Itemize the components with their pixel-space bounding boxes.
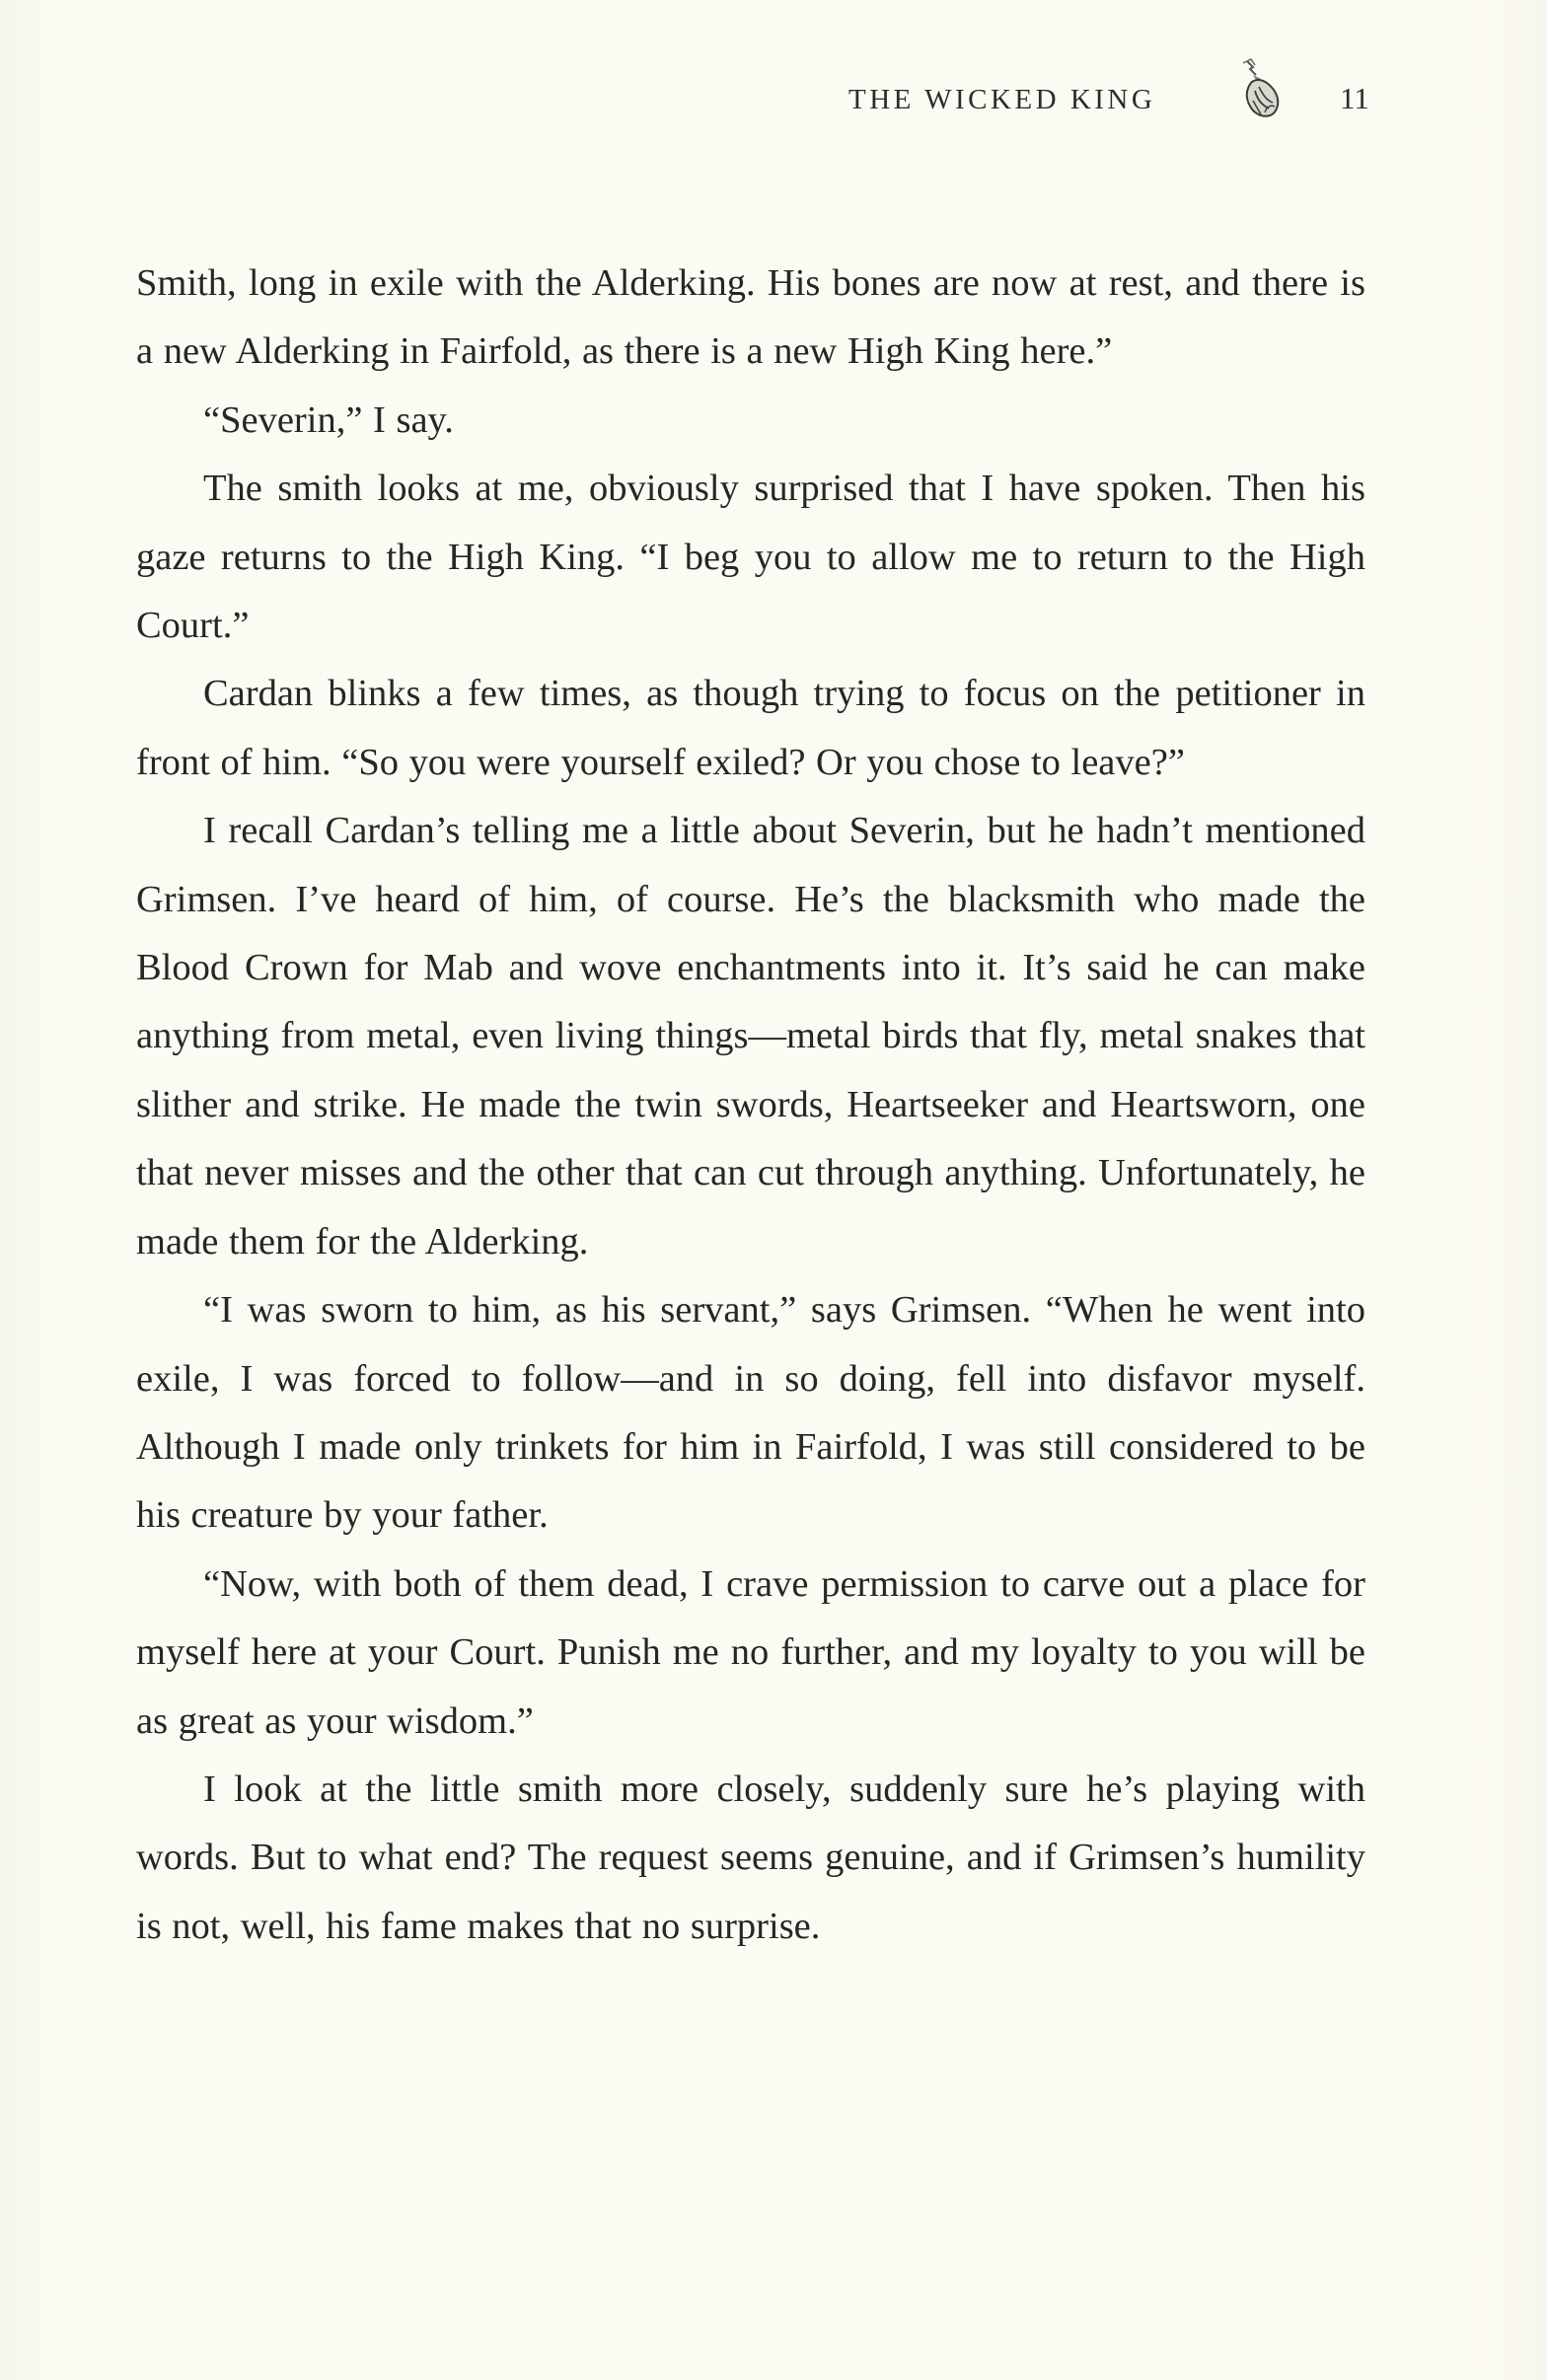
dagger-hand-icon	[1231, 57, 1287, 136]
page-number: 11	[1340, 81, 1369, 115]
body-text	[136, 250, 1365, 1961]
paragraph-1: Smith, long in exile with the Alderking. His bones are now at rest, and there is a new Alderking in Fairfold, as there is a new High King here.”	[136, 262, 1365, 373]
paragraph-7: “Now, with both of them dead, I crave permission to carve out a place for myself here at your Court. Punish me no further, and my loyalty to you will be as great as your wisdom.”	[136, 1562, 1365, 1742]
paragraph-8: I look at the little smith more closely, suddenly sure he’s playing with words. But to what end? The request seems genuine, and if Grimsen’s humility is not, well, his fame makes that no surprise.	[136, 1767, 1365, 1947]
running-head	[848, 75, 1401, 124]
paragraph-6: “I was sworn to him, as his servant,” says Grimsen. “When he went into exile, I was forced to follow—and in so doing, fell into disfavor myself. Although I made only trinkets for him in Fairfold, I was still considered to be his creature by your father.	[136, 1289, 1365, 1537]
paragraph-5: I recall Cardan’s telling me a little about Severin, but he hadn’t mentioned Grimsen. I’ve heard of him, of course. He’s the blacksmith who made the Blood Crown for Mab and wove enchantments into it. It’s said he can make anything from metal, even living things—metal birds that fly, metal snakes that slither and strike. He made the twin swords, Heartseeker and Heartsworn, one that never misses and the other that can cut through anything. Unfortunately, he made them for the Alderking.	[136, 810, 1365, 1262]
running-head-title: THE WICKED KING	[848, 83, 1156, 115]
paragraph-2: “Severin,” I say.	[203, 398, 454, 441]
paragraph-4: Cardan blinks a few times, as though trying to focus on the petitioner in front of him. “So you were yourself exiled? Or you chose to leave?”	[136, 673, 1365, 783]
paragraph-3: The smith looks at me, obviously surprised that I have spoken. Then his gaze returns to the High King. “I beg you to allow me to return to the High Court.”	[136, 468, 1365, 647]
